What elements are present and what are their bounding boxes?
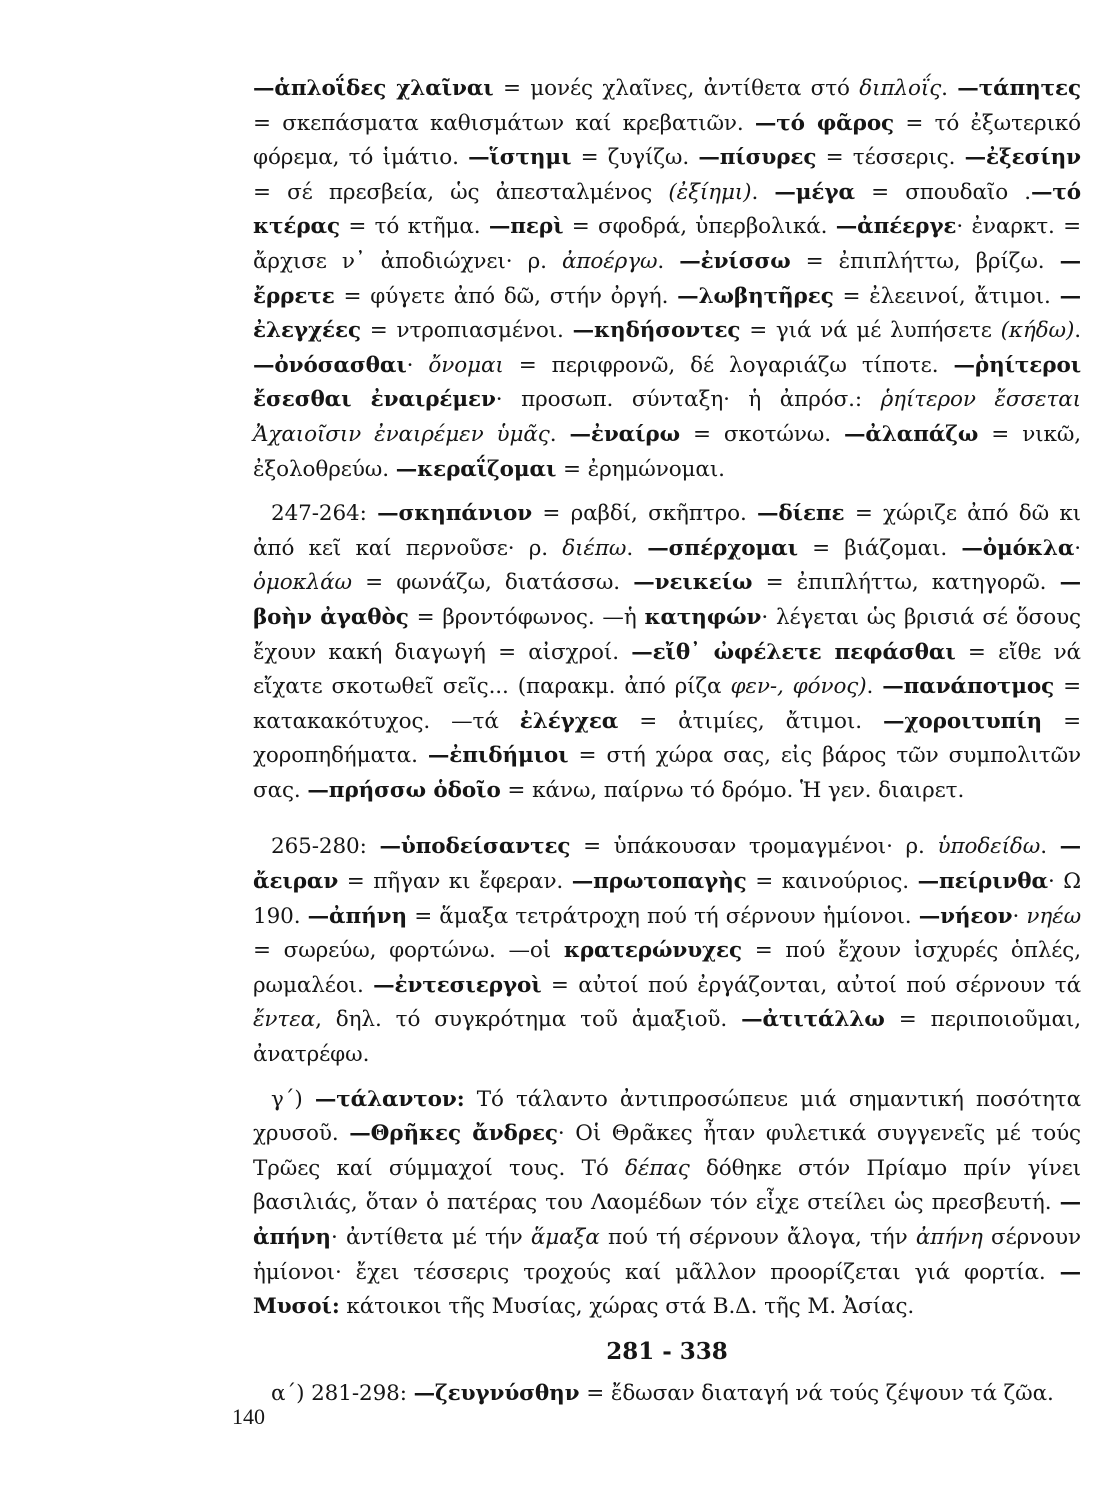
gloss-text: , δηλ. τό συγκρότημα τοῦ ἁμαξιοῦ.	[315, 1007, 742, 1033]
gloss-text: ·	[1012, 903, 1027, 929]
lemma-term: —χοροιτυπίη	[882, 708, 1043, 734]
gloss-text: = μονές χλαῖνες, ἀντίθετα στό	[493, 76, 860, 101]
gloss-text: Τό τάλαντο ἀντιπροσώπευε μιά σημαντική ποσότητα χρυσοῦ.	[253, 1086, 1081, 1147]
paragraph-5	[253, 1377, 1081, 1412]
lemma-term: —ἀπήνη	[307, 903, 408, 929]
gloss-text: .	[657, 248, 680, 274]
lemma-term: —ἐντεσιεργοὶ	[373, 972, 542, 998]
gloss-text: .	[941, 76, 958, 101]
gloss-text: γ΄)	[271, 1086, 315, 1112]
gloss-text: = χοροπηδήματα.	[253, 708, 1082, 769]
gloss-text: .	[549, 421, 570, 447]
lemma-term: —κηδήσοντες	[572, 318, 741, 344]
gloss-text: .	[1040, 834, 1060, 860]
gloss-text: · ἀντίθετα μέ τήν	[330, 1225, 531, 1250]
gloss-text: = περιποιοῦμαι, ἀνατρέφω.	[253, 1007, 1081, 1068]
gloss-text: = στή χώρα σας, εἰς βάρος τῶν συμπολιτῶν σας.	[253, 743, 1081, 803]
lemma-term: —νεικείω	[633, 570, 753, 596]
gloss-text: = ἐπιπλήττω, κατηγορῶ.	[752, 570, 1060, 596]
lemma-term: —ἀπέεργε	[835, 214, 957, 240]
lemma-term: —τό κτέρας	[253, 179, 1081, 240]
lemma-term: —τάλαντον:	[314, 1086, 465, 1112]
gloss-text: = σωρεύω, φορτώνω. —οἱ	[253, 938, 564, 964]
paragraph-2	[253, 497, 1081, 808]
gloss-text: · ἐναρκτ. = ἄρχισε ν᾽ ἀποδιώχνει· ρ.	[253, 214, 1081, 274]
lemma-term: —περὶ	[488, 214, 564, 240]
italic-term: φεν-, φόνος)	[730, 674, 867, 700]
gloss-text: = ἐρημώνομαι.	[556, 456, 725, 482]
gloss-text: = πῆγαν κι ἔφεραν.	[338, 869, 572, 895]
lemma-term: —πίσυρες	[698, 145, 817, 171]
gloss-text: = ἐλεεινοί, ἄτιμοι.	[833, 283, 1060, 309]
lemma-term: —βοὴν ἀγαθὸς	[253, 570, 1081, 630]
gloss-text: σέρνουν ἡμίονοι· ἔχει τέσσερις τροχούς καί μᾶλλον προορίζεται γιά φορτία.	[253, 1225, 1081, 1285]
italic-term: ἀποέργω	[561, 248, 658, 274]
section-heading: 281 - 338	[606, 1337, 728, 1365]
italic-term: ἅμαξα	[530, 1225, 600, 1250]
gloss-text: = ραβδί, σκῆπτρο.	[532, 501, 757, 527]
lemma-term: κρατερώνυχες	[563, 938, 743, 964]
lemma-term: —πείρινθα	[917, 869, 1048, 895]
lemma-term: —ὑποδείσαντες	[379, 834, 571, 860]
lemma-term: —ἐπιδήμιοι	[427, 743, 569, 769]
gloss-text: = ντροπιασμένοι.	[360, 318, 573, 344]
gloss-text: = βιάζομαι.	[797, 535, 962, 561]
lemma-term: —πανάποτμος	[882, 674, 1055, 700]
lemma-term: —τάπητες	[957, 76, 1082, 101]
gloss-text: = ἐπιπλήττω, βρίζω.	[790, 248, 1060, 274]
lemma-term: —ὀνόσασθαι	[253, 352, 407, 378]
paragraph-3	[253, 830, 1081, 1072]
lemma-term: —Μυσοί:	[253, 1259, 1081, 1320]
gloss-text: ·	[406, 352, 429, 378]
gloss-text: · Οἱ Θρᾶκες ἦταν φυλετικά συγγενεῖς μέ τούς Τρῶες καί σύμμαχοί τους. Τό	[253, 1121, 1081, 1181]
gloss-text: ·	[1074, 535, 1082, 561]
lemma-term: —κεραΐζομαι	[395, 456, 557, 482]
italic-term: ὁμοκλάω	[253, 570, 352, 596]
gloss-text: = τό κτῆμα.	[340, 214, 489, 240]
gloss-text: · προσωπ. σύνταξη· ἡ ἀπρόσ.:	[495, 387, 881, 413]
gloss-text: = κατακακότυχος. —τά	[253, 674, 1081, 734]
gloss-text: = ἔδωσαν διαταγή νά τούς ζέψουν τά ζῶα.	[579, 1380, 1054, 1406]
gloss-text: = ἀτιμίες, ἄτιμοι.	[618, 708, 883, 734]
gloss-text: .	[866, 674, 883, 700]
gloss-text: = καινούριος.	[746, 869, 918, 895]
gloss-text: = νικῶ, ἐξολοθρεύω.	[253, 421, 1081, 482]
italic-term: ῥηίτερον ἔσσεται Ἀχαιοῖσιν ἐναιρέμεν ὑμᾶς	[253, 387, 1082, 447]
gloss-text: = ἅμαξα τετράτροχη πού τή σέρνουν ἡμίονοι.	[407, 903, 919, 929]
gloss-text: = περιφρονῶ, δέ λογαριάζω τίποτε.	[503, 352, 954, 378]
italic-term: ὄνομαι	[428, 352, 504, 378]
gloss-text: .	[626, 535, 648, 561]
lemma-term: —νήεον	[918, 903, 1013, 929]
gloss-text: .	[751, 179, 775, 205]
lemma-term: —ἔρρετε	[253, 248, 1082, 309]
gloss-text: = τό ἐξωτερικό φόρεμα, τό ἱμάτιο.	[253, 110, 1081, 171]
lemma-term: κατηφών	[644, 604, 762, 630]
lemma-term: —ὀμόκλα	[961, 535, 1075, 561]
lemma-term: —πρήσσω ὁδοῖο	[307, 777, 501, 803]
gloss-text: 265-280:	[271, 834, 380, 860]
gloss-text: = σφοδρά, ὑπερβολικά.	[563, 214, 836, 240]
gloss-text: = ὑπάκουσαν τρομαγμένοι· ρ.	[570, 834, 938, 860]
gloss-text: = φωνάζω, διατάσσω.	[351, 570, 634, 596]
gloss-text: κάτοικοι τῆς Μυσίας, χώρας στά Β.Δ. τῆς Μ. Ἀσίας.	[339, 1294, 915, 1320]
paragraph-4	[253, 1083, 1081, 1325]
lemma-term: —ἄειραν	[253, 834, 1082, 895]
gloss-text: = ζυγίζω.	[571, 145, 699, 171]
gloss-text: 247-264:	[271, 501, 378, 527]
lemma-term: —τό φᾶρος	[754, 110, 895, 136]
lemma-term: —ζευγνύσθην	[413, 1380, 580, 1406]
lemma-term: —μέγα	[774, 179, 855, 205]
italic-term: διέπω	[562, 535, 627, 561]
gloss-text: δόθηκε στόν Πρίαμο πρίν γίνει βασιλιάς, ὅταν ὁ πατέρας του Λαομέδων τόν εἶχε στείλει ὡς πρεσβευτή.	[253, 1155, 1081, 1216]
lemma-term: —πρωτοπαγὴς	[571, 869, 747, 895]
lemma-term: —ἁπλοΐδες χλαῖναι	[253, 76, 494, 101]
gloss-text: πού τή σέρνουν ἄλογα, τήν	[599, 1225, 916, 1250]
italic-term: ὑποδείδω	[937, 834, 1041, 860]
gloss-text: = τέσσερις.	[816, 145, 965, 171]
italic-term: δέπας	[624, 1155, 690, 1181]
gloss-text: = πού ἔχουν ἰσχυρές ὁπλές, ρωμαλέοι.	[253, 938, 1081, 998]
lemma-term: —σκηπάνιον	[377, 501, 533, 527]
lemma-term: —Θρῆκες ἄνδρες	[349, 1121, 558, 1147]
gloss-text: · λέγεται ὡς βρισιά σέ ὅσους ἔχουν κακή διαγωγή = αἰσχροί.	[253, 604, 1081, 665]
italic-term: ἀπήνη	[915, 1225, 983, 1250]
paragraph-1	[253, 72, 1081, 487]
lemma-term: —ἐλεγχέες	[253, 283, 1081, 344]
gloss-text: = βροντόφωνος. —ἡ	[408, 604, 645, 630]
gloss-text: .	[1074, 318, 1081, 344]
gloss-text: = εἴθε νά εἴχατε σκοτωθεῖ σεῖς... (παρακμ. ἀπό ρίζα	[253, 639, 1081, 700]
lemma-term: —δίεπε	[757, 501, 845, 527]
lemma-term: —ἀπήνη	[253, 1190, 1081, 1250]
lemma-term: —ἐναίρω	[569, 421, 680, 447]
gloss-text: · Ω 190.	[253, 869, 1081, 929]
gloss-text: = φύγετε ἀπό δῶ, στήν ὀργή.	[334, 283, 678, 309]
gloss-text: = χώριζε ἀπό δῶ κι ἀπό κεῖ καί περνοῦσε· ρ.	[253, 501, 1081, 561]
lemma-term: —ἀτιτάλλω	[741, 1007, 885, 1033]
lemma-term: —ῥηίτεροι ἔσεσθαι ἐναιρέμεν	[253, 352, 1082, 413]
lemma-term: —ἐξεσίην	[964, 145, 1081, 171]
gloss-text: = κάνω, παίρνω τό δρόμο. Ἡ γεν. διαιρετ.	[500, 777, 965, 803]
gloss-text: = σπουδαῖο .	[854, 179, 1031, 205]
gloss-text: = γιά νά μέ λυπήσετε	[740, 318, 1001, 344]
italic-term: νηέω	[1026, 903, 1081, 929]
lemma-term: —ἐνίσσω	[679, 248, 791, 274]
page-number: 140	[232, 1404, 265, 1429]
gloss-text: = σκοτώνω.	[679, 421, 844, 447]
italic-term: (ἐξίημι)	[668, 179, 752, 205]
gloss-text: = σέ πρεσβεία, ὡς ἀπεσταλμένος	[253, 179, 669, 205]
lemma-term: —λωβητῆρες	[677, 283, 834, 309]
lemma-term: —εἴθ᾽ ὠφέλετε πεφάσθαι	[631, 639, 956, 665]
lemma-term: —σπέρχομαι	[647, 535, 798, 561]
italic-term: ἔντεα	[253, 1007, 316, 1033]
gloss-text: = αὐτοί πού ἐργάζονται, αὐτοί πού σέρνουν τά	[541, 972, 1081, 998]
italic-term: διπλοΐς	[859, 76, 942, 101]
lemma-term: —ἀλαπάζω	[843, 421, 979, 447]
italic-term: (κήδω)	[1000, 318, 1075, 344]
lemma-term: ἐλέγχεα	[519, 708, 619, 734]
lemma-term: —ἵστημι	[468, 145, 572, 171]
gloss-text: α΄) 281-298:	[271, 1380, 414, 1406]
gloss-text: = σκεπάσματα καθισμάτων καί κρεβατιῶν.	[253, 110, 755, 136]
page-body	[253, 72, 1081, 1411]
